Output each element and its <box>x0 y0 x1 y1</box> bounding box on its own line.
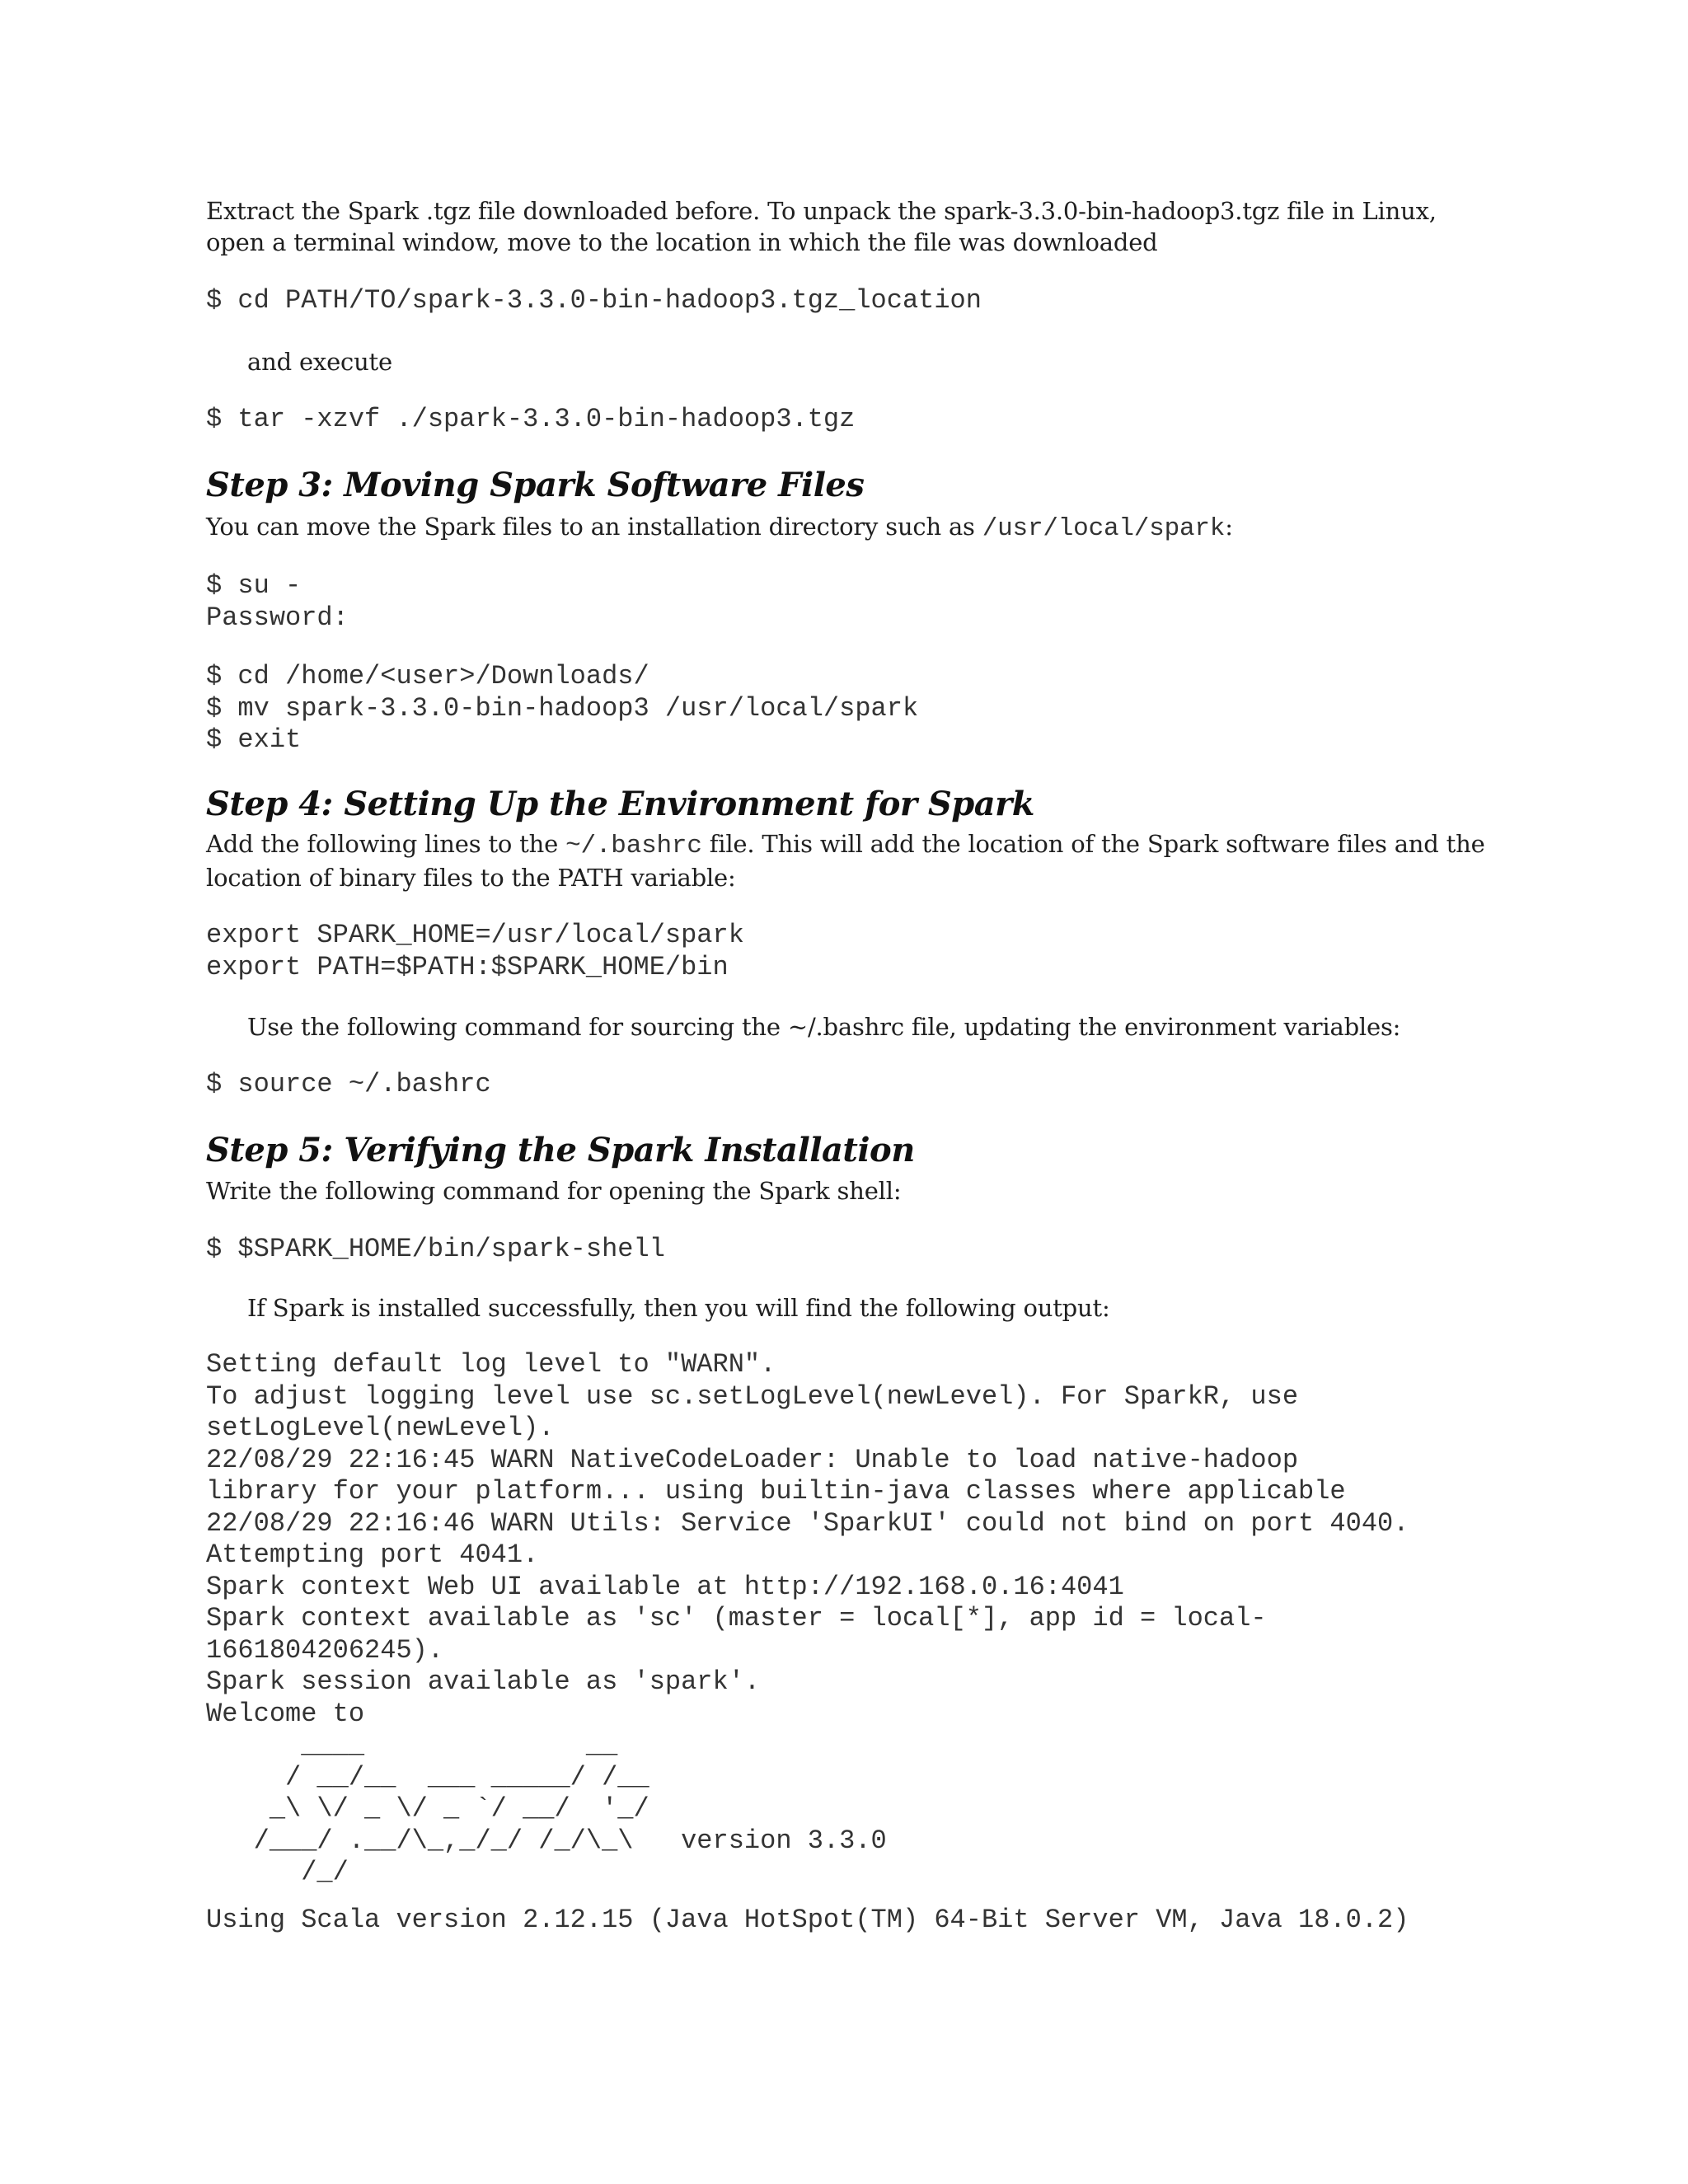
step4-text-after: file. This will add the location of the Spark software files and the location of binary files to the PATH variable: <box>206 830 1485 892</box>
step3-paragraph <box>206 511 1492 545</box>
step3-text-before: You can move the Spark files to an installation directory such as <box>206 513 982 541</box>
step5-paragraph: Write the following command for opening the Spark shell: <box>206 1177 902 1205</box>
scala-version-line: Using Scala version 2.12.15 (Java HotSpot(TM) 64-Bit Server VM, Java 18.0.2) <box>206 1905 1409 1935</box>
step3-heading: Step 3: Moving Spark Software Files <box>206 466 865 504</box>
step4-heading: Step 4: Setting Up the Environment for Spark <box>206 785 1034 823</box>
source-instruction-text: Use the following command for sourcing the ~/.bashrc file, updating the environment variables: <box>247 1013 1401 1041</box>
output-instruction-text: If Spark is installed successfully, then you will find the following output: <box>247 1294 1110 1322</box>
step3-text-after: : <box>1225 513 1233 541</box>
step4-text-before: Add the following lines to the <box>206 830 566 858</box>
code-cd-location: $ cd PATH/TO/spark-3.3.0-bin-hadoop3.tgz_location <box>206 285 982 316</box>
step4-file-inline-code: ~/.bashrc <box>565 832 702 860</box>
intro-paragraph: Extract the Spark .tgz file downloaded before. To unpack the spark-3.3.0-bin-hadoop3.tgz file in Linux, open a terminal window, move to the location in which the file was downloaded <box>206 197 1437 256</box>
code-spark-shell: $ $SPARK_HOME/bin/spark-shell <box>206 1234 665 1264</box>
code-su-password: $ su - Password: <box>206 570 349 633</box>
code-move-spark: $ cd /home/<user>/Downloads/ $ mv spark-3.3.0-bin-hadoop3 /usr/local/spark $ exit <box>206 661 919 755</box>
step3-path-inline-code: /usr/local/spark <box>982 514 1226 543</box>
spark-shell-output-log: Setting default log level to "WARN". To adjust logging level use sc.setLogLevel(newLevel). For SparkR, use setLogLevel(newLevel). 22/08/29 22:16:45 WARN NativeCodeLoader: Unable to load native-hadoop library for your platform... using builtin-java classes where applicable 22/08/29 22:16:46 WARN Utils: Service 'SparkUI' could not bind on port 4040. Attempting port 4041. Spark context Web UI available at http://192.168.0.16:4041 Spark context available as 'sc' (master = local[*], app id = local- 1661804206245). Spark session available as 'spark'. Welcome to ____ __ / __/__ ___ _____/ /__ _\ \/ _ \/ _ `/ __/ '_/ /___/ .__/\_,_/_/ /_/\_\ version 3.3.0 /_/ <box>206 1349 1409 1887</box>
code-tar-extract: $ tar -xzvf ./spark-3.3.0-bin-hadoop3.tgz <box>206 404 856 434</box>
and-execute-text: and execute <box>247 348 392 376</box>
step4-paragraph <box>206 828 1492 893</box>
code-source-bashrc: $ source ~/.bashrc <box>206 1069 491 1099</box>
code-export-env: export SPARK_HOME=/usr/local/spark export PATH=$PATH:$SPARK_HOME/bin <box>206 920 744 982</box>
step5-heading: Step 5: Verifying the Spark Installation <box>206 1131 915 1169</box>
